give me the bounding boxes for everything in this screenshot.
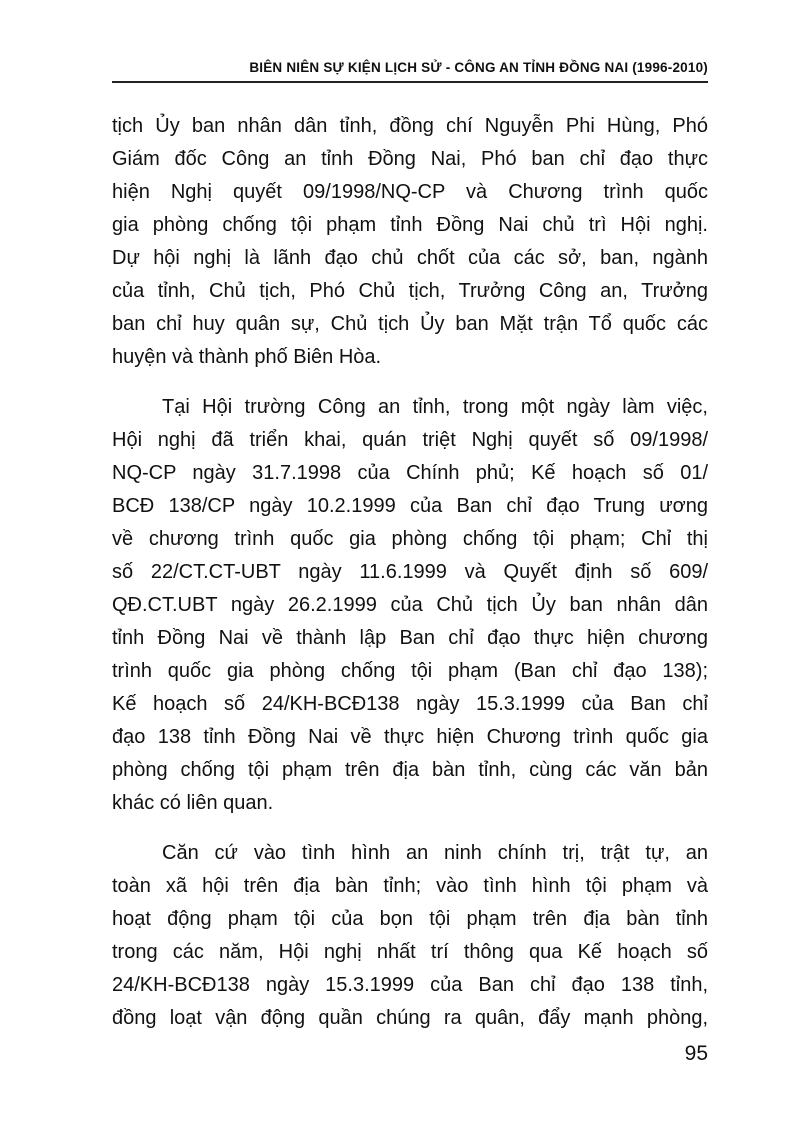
text-line: QĐ.CT.UBT ngày 26.2.1999 của Chủ tịch Ủy ban nhân dân bbox=[112, 594, 708, 616]
text-line: Hội nghị đã triển khai, quán triệt Nghị quyết số 09/1998/ bbox=[112, 429, 708, 451]
running-header: BIÊN NIÊN SỰ KIỆN LỊCH SỬ - CÔNG AN TỈNH ĐỒNG NAI (1996-2010) bbox=[249, 60, 708, 75]
paragraph-2 bbox=[112, 391, 708, 820]
paragraph-1 bbox=[112, 110, 708, 374]
text-line: khác có liên quan. bbox=[112, 792, 274, 814]
text-line: trong các năm, Hội nghị nhất trí thông qua Kế hoạch số bbox=[112, 941, 708, 963]
text-line: của tỉnh, Chủ tịch, Phó Chủ tịch, Trưởng Công an, Trưởng bbox=[112, 280, 708, 302]
page-body bbox=[112, 110, 708, 1035]
text-line: Giám đốc Công an tỉnh Đồng Nai, Phó ban chỉ đạo thực bbox=[112, 148, 708, 170]
text-line: đạo 138 tỉnh Đồng Nai về thực hiện Chương trình quốc gia bbox=[112, 726, 708, 748]
text-line: Kế hoạch số 24/KH-BCĐ138 ngày 15.3.1999 của Ban chỉ bbox=[112, 693, 708, 715]
text-line: gia phòng chống tội phạm tỉnh Đồng Nai chủ trì Hội nghị. bbox=[112, 214, 708, 236]
text-line: BCĐ 138/CP ngày 10.2.1999 của Ban chỉ đạo Trung ương bbox=[112, 495, 708, 517]
text-line: phòng chống tội phạm trên địa bàn tỉnh, cùng các văn bản bbox=[112, 759, 708, 781]
text-line: NQ-CP ngày 31.7.1998 của Chính phủ; Kế hoạch số 01/ bbox=[112, 462, 708, 484]
text-line: đồng loạt vận động quần chúng ra quân, đẩy mạnh phòng, bbox=[112, 1007, 708, 1029]
page-number: 95 bbox=[684, 1042, 708, 1065]
text-line: tỉnh Đồng Nai về thành lập Ban chỉ đạo thực hiện chương bbox=[112, 627, 708, 649]
paragraph-3 bbox=[112, 837, 708, 1035]
text-line: tịch Ủy ban nhân dân tỉnh, đồng chí Nguyễn Phi Hùng, Phó bbox=[112, 115, 708, 137]
text-line: trình quốc gia phòng chống tội phạm (Ban chỉ đạo 138); bbox=[112, 660, 708, 682]
text-line: hoạt động phạm tội của bọn tội phạm trên địa bàn tỉnh bbox=[112, 908, 708, 930]
text-line: huyện và thành phố Biên Hòa. bbox=[112, 346, 382, 368]
text-line: 24/KH-BCĐ138 ngày 15.3.1999 của Ban chỉ đạo 138 tỉnh, bbox=[112, 974, 708, 996]
text-line: Dự hội nghị là lãnh đạo chủ chốt của các sở, ban, ngành bbox=[112, 247, 708, 269]
text-line: Căn cứ vào tình hình an ninh chính trị, trật tự, an bbox=[162, 842, 708, 864]
text-line: ban chỉ huy quân sự, Chủ tịch Ủy ban Mặt trận Tổ quốc các bbox=[112, 313, 708, 335]
text-line: về chương trình quốc gia phòng chống tội phạm; Chỉ thị bbox=[112, 528, 708, 550]
text-line: Tại Hội trường Công an tỉnh, trong một ngày làm việc, bbox=[162, 396, 708, 418]
text-line: hiện Nghị quyết 09/1998/NQ-CP và Chương trình quốc bbox=[112, 181, 708, 203]
text-line: số 22/CT.CT-UBT ngày 11.6.1999 và Quyết định số 609/ bbox=[112, 561, 708, 583]
text-line: toàn xã hội trên địa bàn tỉnh; vào tình hình tội phạm và bbox=[112, 875, 708, 897]
header-rule bbox=[112, 81, 708, 83]
